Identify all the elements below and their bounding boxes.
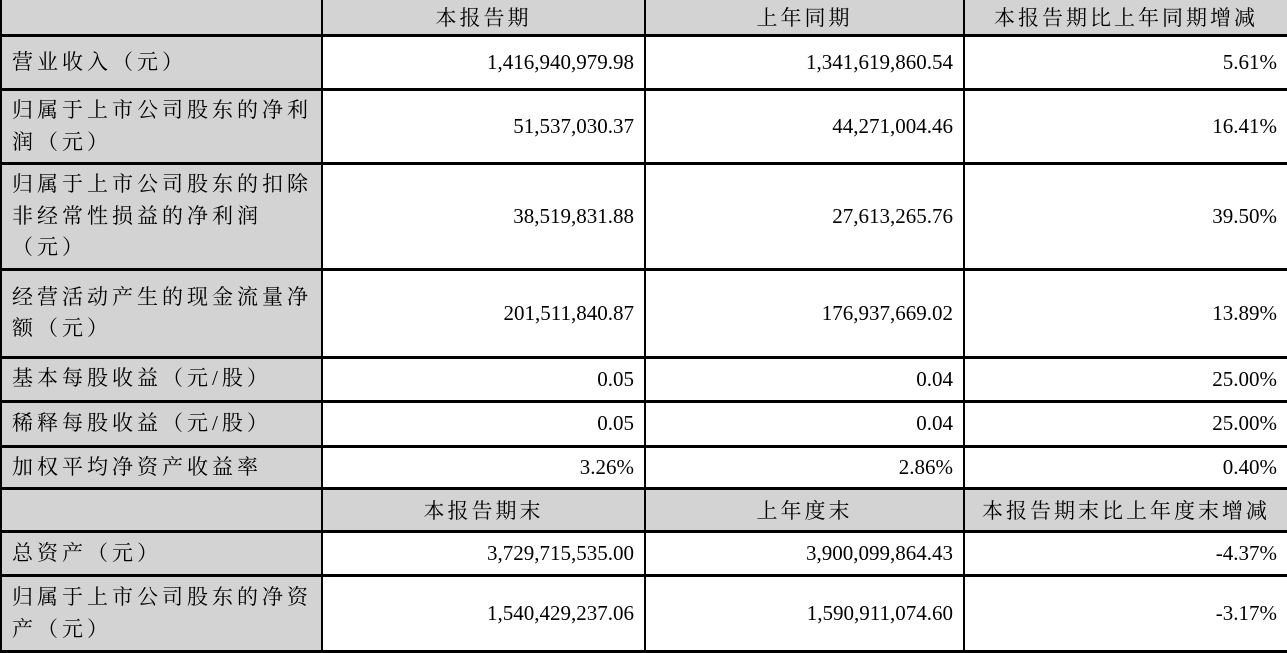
- header-current-period-end: 本报告期末: [322, 489, 645, 532]
- corner-cell: [1, 0, 322, 36]
- value-current: 3,729,715,535.00: [322, 532, 645, 576]
- metric-label: 加权平均净资产收益率: [1, 446, 322, 489]
- value-prior: 176,937,669.02: [645, 269, 964, 357]
- value-change: 5.61%: [964, 36, 1287, 90]
- value-current: 0.05: [322, 357, 645, 401]
- metric-label: 稀释每股收益（元/股）: [1, 401, 322, 446]
- value-change: -4.37%: [964, 532, 1287, 576]
- value-change: -3.17%: [964, 576, 1287, 652]
- header-current-period: 本报告期: [322, 0, 645, 36]
- value-current: 3.26%: [322, 446, 645, 489]
- value-current: 201,511,840.87: [322, 269, 645, 357]
- value-prior: 1,341,619,860.54: [645, 36, 964, 90]
- table-row-net-profit: [1, 90, 1287, 164]
- value-current: 1,540,429,237.06: [322, 576, 645, 652]
- header-row-period: [1, 0, 1287, 36]
- header-period-change: 本报告期比上年同期增减: [964, 0, 1287, 36]
- value-current: 51,537,030.37: [322, 90, 645, 164]
- value-prior: 3,900,099,864.43: [645, 532, 964, 576]
- value-change: 39.50%: [964, 164, 1287, 270]
- value-change: 13.89%: [964, 269, 1287, 357]
- value-current: 38,519,831.88: [322, 164, 645, 270]
- metric-label: 营业收入（元）: [1, 36, 322, 90]
- header-period-end-change: 本报告期末比上年度末增减: [964, 489, 1287, 532]
- table-row-operating-cash-flow: [1, 269, 1287, 357]
- value-prior: 0.04: [645, 357, 964, 401]
- header-row-period-end: [1, 489, 1287, 532]
- header-prior-period: 上年同期: [645, 0, 964, 36]
- value-prior: 1,590,911,074.60: [645, 576, 964, 652]
- table-row-weighted-avg-roe: [1, 446, 1287, 489]
- metric-label: 归属于上市公司股东的扣除非经常性损益的净利润（元）: [1, 164, 322, 270]
- metric-label: 归属于上市公司股东的净资产（元）: [1, 576, 322, 652]
- metric-label: 基本每股收益（元/股）: [1, 357, 322, 401]
- value-change: 16.41%: [964, 90, 1287, 164]
- table-row-net-assets: [1, 576, 1287, 652]
- value-change: 25.00%: [964, 401, 1287, 446]
- value-prior: 2.86%: [645, 446, 964, 489]
- table-row-diluted-eps: [1, 401, 1287, 446]
- value-prior: 44,271,004.46: [645, 90, 964, 164]
- value-prior: 0.04: [645, 401, 964, 446]
- corner-cell: [1, 489, 322, 532]
- value-prior: 27,613,265.76: [645, 164, 964, 270]
- metric-label: 总资产（元）: [1, 532, 322, 576]
- table-row-net-profit-deducted: [1, 164, 1287, 270]
- value-current: 1,416,940,979.98: [322, 36, 645, 90]
- metric-label: 归属于上市公司股东的净利润（元）: [1, 90, 322, 164]
- header-prior-year-end: 上年度末: [645, 489, 964, 532]
- table-row-revenue: [1, 36, 1287, 90]
- value-change: 25.00%: [964, 357, 1287, 401]
- table-row-total-assets: [1, 532, 1287, 576]
- value-current: 0.05: [322, 401, 645, 446]
- table-row-basic-eps: [1, 357, 1287, 401]
- value-change: 0.40%: [964, 446, 1287, 489]
- metric-label: 经营活动产生的现金流量净额（元）: [1, 269, 322, 357]
